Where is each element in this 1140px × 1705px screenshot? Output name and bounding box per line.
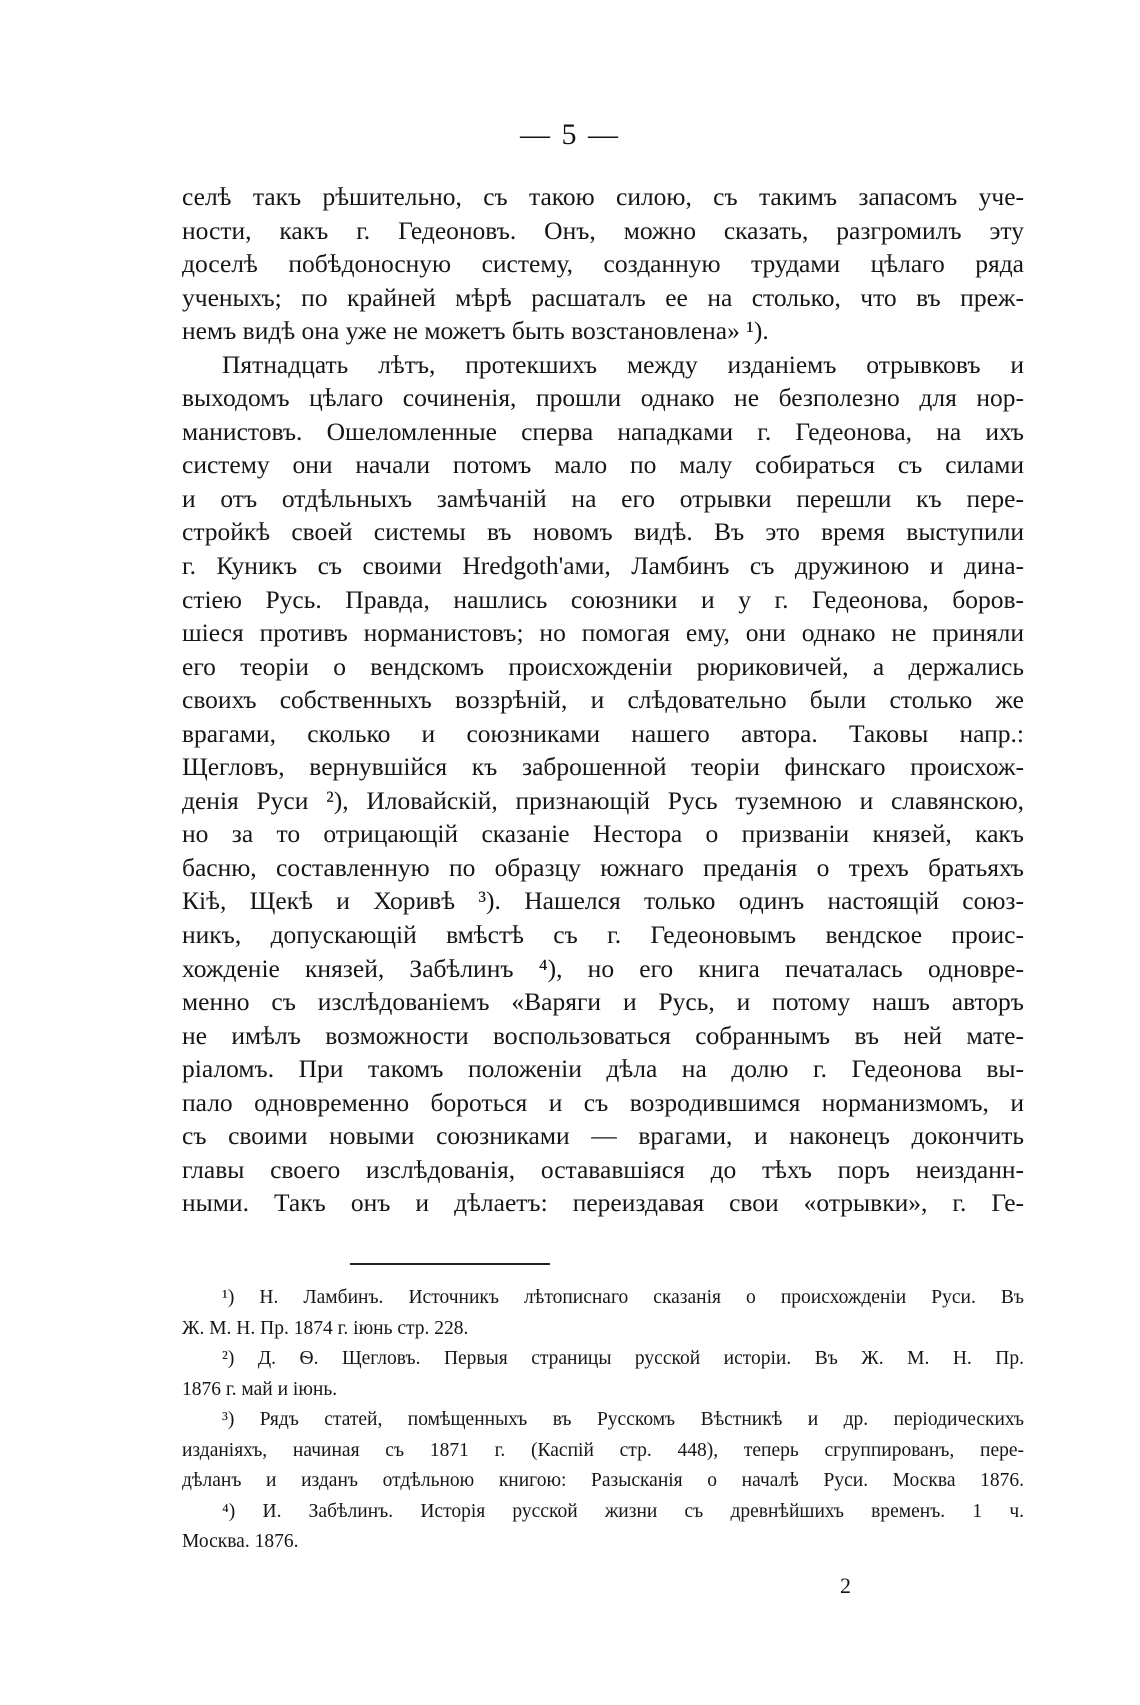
text-line: ріаломъ. При такомъ положеніи дѣла на долю г. Гедеонова вы- xyxy=(182,1054,1024,1084)
text-line: систему они начали потомъ мало по малу собираться съ силами xyxy=(182,450,1024,480)
text-line: никъ, допускающій вмѣстѣ съ г. Гедеоновымъ вендское проис- xyxy=(182,920,1024,950)
text-line: не имѣлъ возможности воспользоваться собраннымъ въ ней мате- xyxy=(182,1020,1024,1050)
text-line: ученыхъ; по крайней мѣрѣ расшаталъ ее на столько, что въ преж- xyxy=(182,282,1024,312)
text-line: менно съ изслѣдованіемъ «Варяги и Русь, и потому нашъ авторъ xyxy=(182,987,1024,1017)
footnote-line: изданіяхъ, начиная съ 1871 г. (Каспій стр. 448), теперь сгруппированъ, пере- xyxy=(182,1439,1024,1461)
text-line: селѣ такъ рѣшительно, съ такою силою, съ такимъ запасомъ уче- xyxy=(182,182,1024,211)
text-line: Кіѣ, Щекѣ и Хоривѣ ³). Нашелся только одинъ настоящій союз- xyxy=(182,886,1024,916)
text-line: своихъ собственныхъ воззрѣній, и слѣдовательно были столько же xyxy=(182,685,1024,715)
text-line: доселѣ побѣдоносную систему, созданную трудами цѣлаго ряда xyxy=(182,249,1024,279)
text-line: его теоріи о вендскомъ происхожденіи рюриковичей, а держались xyxy=(182,651,1024,681)
text-line: басню, составленную по образцу южнаго преданія о трехъ братьяхъ xyxy=(182,852,1024,882)
text-line: Щегловъ, вернувшійся къ заброшенной теоріи финскаго происхож- xyxy=(182,752,1024,782)
footnote-line: ³) Рядъ статей, помѣщенныхъ въ Русскомъ Вѣстникѣ и др. періодическихъ xyxy=(222,1409,1024,1430)
footnotes xyxy=(182,1283,1024,1558)
text-line: но за то отрицающій сказаніе Нестора о призваніи князей, какъ xyxy=(182,819,1024,849)
text-line: съ своими новыми союзниками — врагами, и наконецъ докончить xyxy=(182,1121,1024,1151)
text-line: ными. Такъ онъ и дѣлаетъ: переиздавая свои «отрывки», г. Ге- xyxy=(182,1188,1024,1218)
signature-mark: 2 xyxy=(840,1573,851,1598)
text-line: г. Куникъ съ своими Hredgoth'ами, Ламбинъ съ дружиною и дина- xyxy=(182,551,1024,581)
footnote-line: ⁴) И. Забѣлинъ. Исторія русской жизни съ древнѣйшихъ временъ. 1 ч. xyxy=(222,1500,1024,1522)
footnote-line: Ж. М. Н. Пр. 1874 г. іюнь стр. 228. xyxy=(182,1317,469,1339)
page-number: — 5 — xyxy=(520,118,620,151)
text-line: шіеся противъ норманистовъ; но помогая ему, они однако не приняли xyxy=(182,618,1024,648)
text-line: хожденіе князей, Забѣлинъ ⁴), но его книга печаталась одновре- xyxy=(182,953,1024,983)
footnote-line: Москва. 1876. xyxy=(182,1531,299,1552)
text-line: стройкѣ своей системы въ новомъ видѣ. Въ это время выступили xyxy=(182,517,1024,547)
text-line: главы своего изслѣдованія, остававшіяся до тѣхъ поръ неизданн- xyxy=(182,1154,1024,1184)
text-line: немъ видѣ она уже не можетъ быть возстановлена» ¹). xyxy=(182,316,769,346)
text-line: манистовъ. Ошеломленные сперва нападками г. Гедеонова, на ихъ xyxy=(182,416,1024,446)
text-line: ности, какъ г. Гедеоновъ. Онъ, можно сказать, разгромилъ эту xyxy=(182,215,1024,245)
footnote-line: дѣланъ и изданъ отдѣльною книгою: Разысканія о началѣ Руси. Москва 1876. xyxy=(182,1470,1024,1491)
text-line: выходомъ цѣлаго сочиненія, прошли однако не безполезно для нор- xyxy=(182,383,1024,413)
footnote-line: ²) Д. Ѳ. Щегловъ. Первыя страницы русской исторіи. Въ Ж. М. Н. Пр. xyxy=(222,1348,1024,1369)
text-line: и отъ отдѣльныхъ замѣчаній на его отрывки перешли къ пере- xyxy=(182,483,1024,513)
footnote-line: ¹) Н. Ламбинъ. Источникъ лѣтописнаго сказанія о происхожденіи Руси. Въ xyxy=(222,1287,1024,1308)
text-line: стіею Русь. Правда, нашлись союзники и у г. Гедеонова, боров- xyxy=(182,584,1024,614)
footnote-divider xyxy=(350,1263,550,1265)
text-line: врагами, сколько и союзниками нашего автора. Таковы напр.: xyxy=(182,718,1024,748)
main-text xyxy=(182,180,1024,1220)
footnote-line: 1876 г. май и іюнь. xyxy=(182,1378,338,1400)
text-line: денія Руси ²), Иловайскій, признающій Русь туземною и славянскою, xyxy=(182,785,1024,815)
text-line: пало одновременно бороться и съ возродившимся норманизмомъ, и xyxy=(182,1087,1024,1117)
text-line: Пятнадцать лѣтъ, протекшихъ между изданіемъ отрывковъ и xyxy=(222,349,1024,379)
